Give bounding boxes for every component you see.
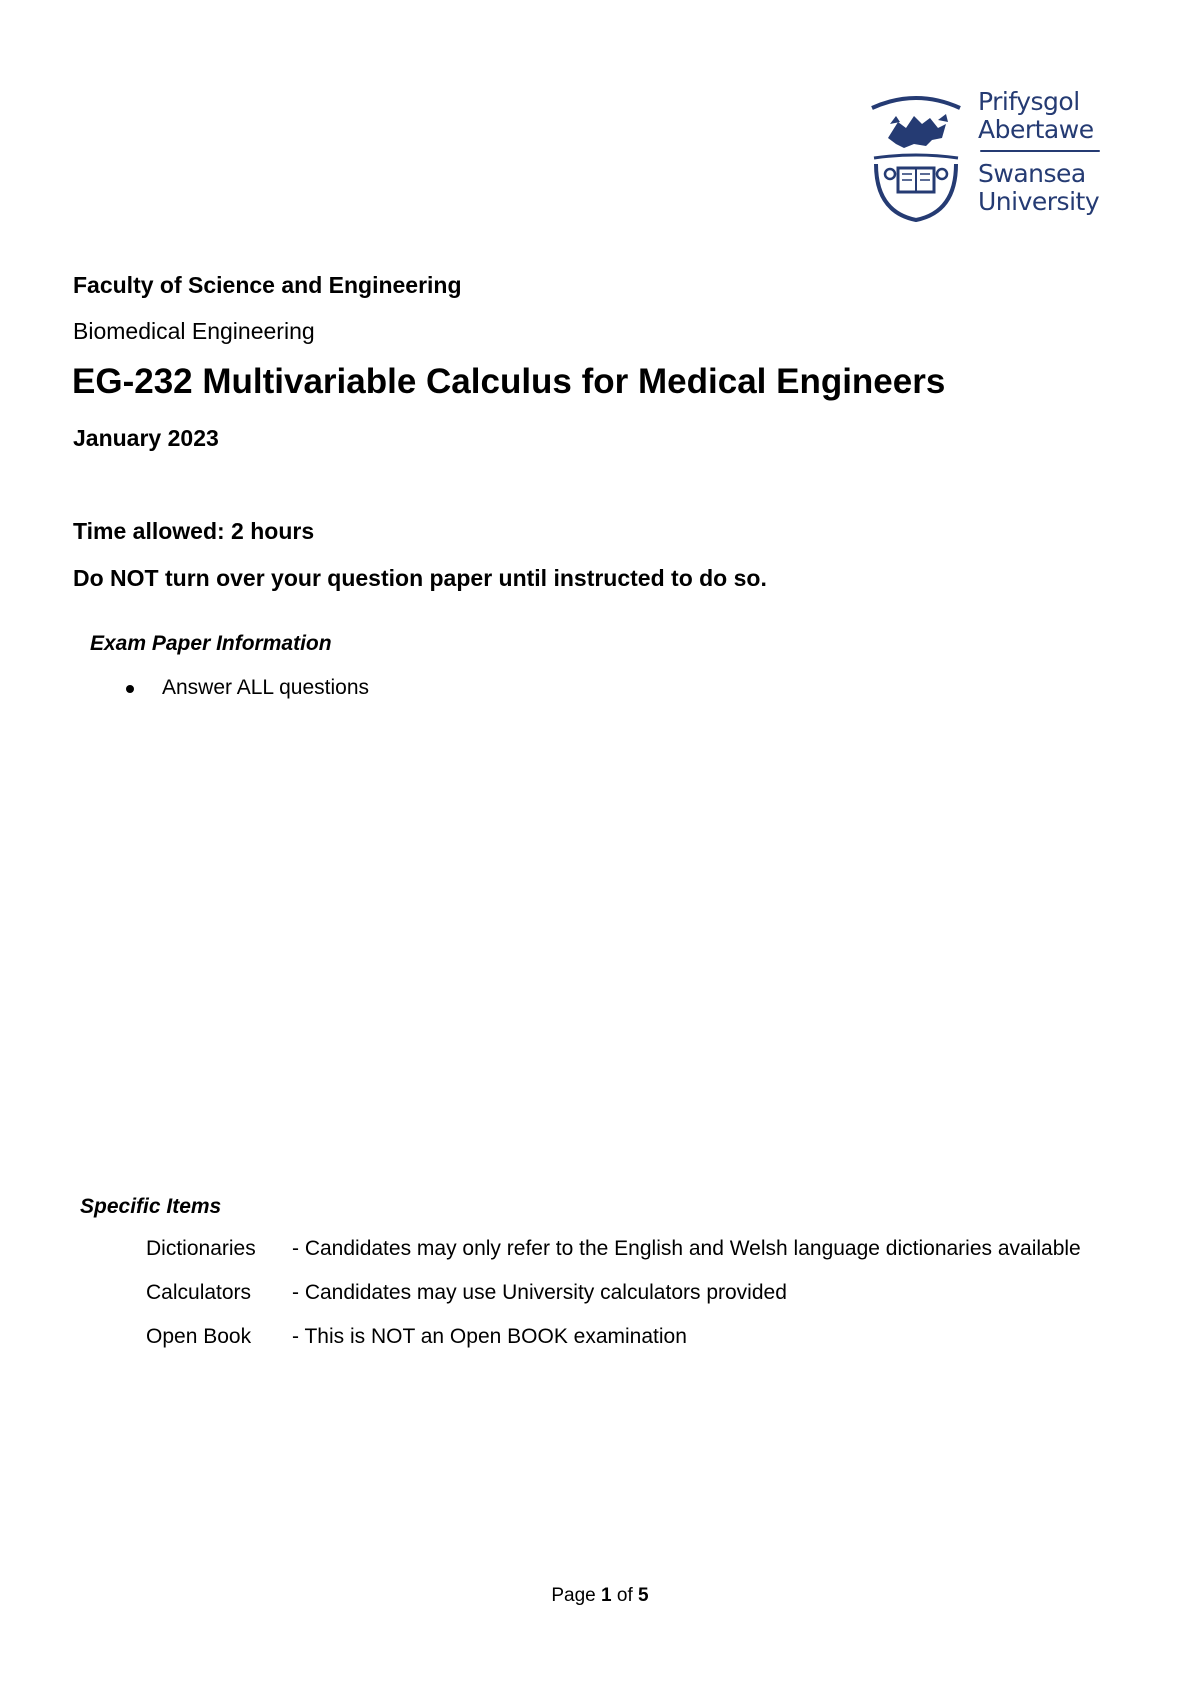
logo-line-university: University bbox=[978, 187, 1100, 216]
of-word: of bbox=[616, 1585, 633, 1606]
total-pages: 5 bbox=[638, 1585, 649, 1606]
logo-line-abertawe: Abertawe bbox=[978, 115, 1094, 144]
item-name-open-book: Open Book bbox=[146, 1325, 252, 1348]
page-number bbox=[0, 1585, 1200, 1607]
item-desc-dictionaries: - Candidates may only refer to the English and Welsh language dictionaries available bbox=[292, 1237, 1081, 1260]
crest-icon bbox=[868, 94, 964, 224]
module-title: EG-232 Multivariable Calculus for Medical Engineers bbox=[72, 362, 946, 401]
department-name: Biomedical Engineering bbox=[73, 318, 315, 344]
item-name-calculators: Calculators bbox=[146, 1281, 252, 1304]
exam-instruction: Do NOT turn over your question paper until instructed to do so. bbox=[73, 565, 767, 591]
logo-line-prifysgol: Prifysgol bbox=[978, 87, 1080, 116]
list-item bbox=[124, 676, 369, 700]
exam-info-list bbox=[124, 676, 369, 700]
page-word: Page bbox=[551, 1585, 596, 1606]
specific-items-heading: Specific Items bbox=[80, 1195, 222, 1218]
logo-wordmark bbox=[978, 88, 1108, 216]
item-name-dictionaries: Dictionaries bbox=[146, 1237, 256, 1260]
item-desc-open-book: - This is NOT an Open BOOK examination bbox=[292, 1325, 687, 1348]
time-allowed: Time allowed: 2 hours bbox=[73, 518, 315, 544]
university-logo bbox=[868, 88, 1108, 230]
logo-divider bbox=[980, 150, 1100, 152]
bullet-icon bbox=[126, 685, 134, 693]
exam-info-heading: Exam Paper Information bbox=[90, 632, 332, 655]
exam-date: January 2023 bbox=[73, 425, 219, 451]
logo-line-swansea: Swansea bbox=[978, 159, 1086, 188]
faculty-name: Faculty of Science and Engineering bbox=[73, 272, 462, 298]
current-page: 1 bbox=[601, 1585, 612, 1606]
info-item-text: Answer ALL questions bbox=[162, 676, 370, 699]
item-desc-calculators: - Candidates may use University calculators provided bbox=[292, 1281, 787, 1304]
